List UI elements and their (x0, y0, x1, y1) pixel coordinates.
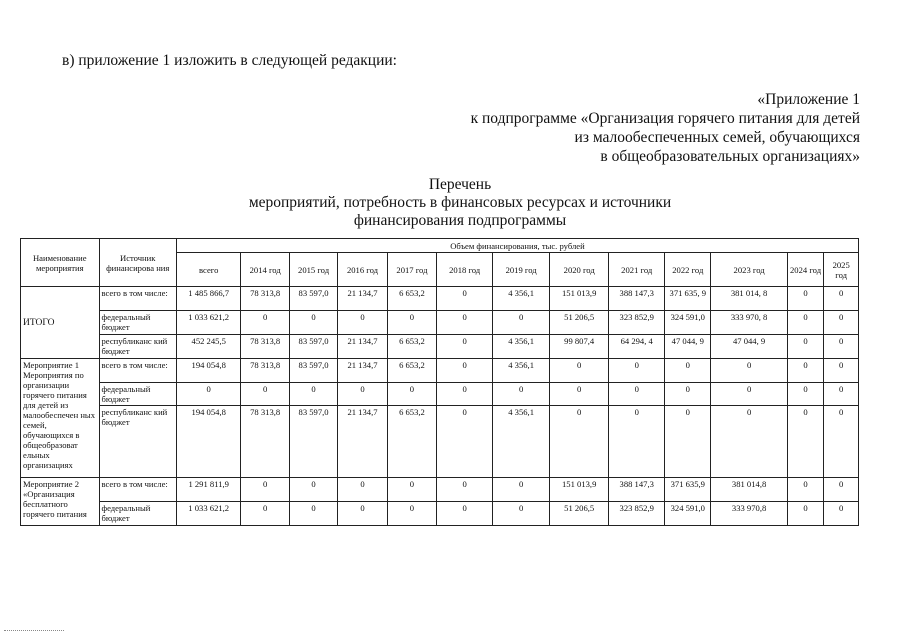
header-year: 2023 год (711, 253, 787, 287)
year-value-cell: 0 (437, 287, 493, 311)
year-value-cell: 0 (387, 502, 436, 526)
year-value-cell: 51 206,5 (550, 311, 609, 335)
year-value-cell: 4 356,1 (493, 287, 550, 311)
year-value-cell: 0 (493, 502, 550, 526)
year-value-cell: 0 (665, 406, 711, 478)
source-cell: всего в том числе: (99, 287, 176, 311)
total-value-cell: 1 291 811,9 (176, 478, 241, 502)
table-row (21, 383, 859, 406)
year-value-cell: 0 (338, 478, 387, 502)
year-value-cell: 0 (609, 383, 665, 406)
year-value-cell: 0 (437, 502, 493, 526)
header-volume: Объем финансирования, тыс. рублей (176, 239, 858, 253)
year-value-cell: 0 (711, 383, 787, 406)
year-value-cell: 4 356,1 (493, 406, 550, 478)
header-total: всего (176, 253, 241, 287)
year-value-cell: 0 (824, 311, 859, 335)
year-value-cell: 0 (711, 406, 787, 478)
table-row (21, 359, 859, 383)
header-year: 2024 год (787, 253, 824, 287)
year-value-cell: 0 (387, 478, 436, 502)
appendix-line: «Приложение 1 (757, 91, 860, 108)
year-value-cell: 381 014,8 (711, 478, 787, 502)
measure-name-cell: Мероприятие 2 «Организация бесплатного горячего питания (21, 478, 100, 526)
year-value-cell: 0 (437, 335, 493, 359)
year-value-cell: 0 (711, 359, 787, 383)
year-value-cell: 0 (437, 383, 493, 406)
year-value-cell: 51 206,5 (550, 502, 609, 526)
year-value-cell: 381 014, 8 (711, 287, 787, 311)
year-value-cell: 83 597,0 (289, 359, 337, 383)
year-value-cell: 0 (550, 359, 609, 383)
year-value-cell: 83 597,0 (289, 287, 337, 311)
year-value-cell: 0 (241, 311, 289, 335)
year-value-cell: 0 (437, 406, 493, 478)
year-value-cell: 4 356,1 (493, 335, 550, 359)
year-value-cell: 0 (665, 383, 711, 406)
header-year: 2021 год (609, 253, 665, 287)
year-value-cell: 333 970,8 (711, 502, 787, 526)
year-value-cell: 323 852,9 (609, 311, 665, 335)
total-value-cell: 1 485 866,7 (176, 287, 241, 311)
table-row (21, 406, 859, 478)
year-value-cell: 0 (665, 359, 711, 383)
total-value-cell: 1 033 621,2 (176, 502, 241, 526)
header-year: 2019 год (493, 253, 550, 287)
year-value-cell: 0 (787, 311, 824, 335)
table-row (21, 311, 859, 335)
total-value-cell: 1 033 621,2 (176, 311, 241, 335)
year-value-cell: 78 313,8 (241, 287, 289, 311)
year-value-cell: 47 044, 9 (711, 335, 787, 359)
source-cell: федеральный бюджет (99, 383, 176, 406)
year-value-cell: 0 (241, 478, 289, 502)
year-value-cell: 0 (787, 359, 824, 383)
measure-name-cell: Мероприятие 1 Мероприятия по организации горячего питания для детей из малообеспечен ных семей, обучающихся в общеобразоват ельных организациях (21, 359, 100, 478)
year-value-cell: 388 147,3 (609, 287, 665, 311)
table-row (21, 287, 859, 311)
year-value-cell: 0 (787, 287, 824, 311)
year-value-cell: 0 (289, 502, 337, 526)
title-line: мероприятий, потребность в финансовых ресурсах и источники (248, 194, 672, 211)
year-value-cell: 371 635, 9 (665, 287, 711, 311)
year-value-cell: 388 147,3 (609, 478, 665, 502)
year-value-cell: 0 (493, 383, 550, 406)
year-value-cell: 78 313,8 (241, 406, 289, 478)
year-value-cell: 6 653,2 (387, 287, 436, 311)
year-value-cell: 0 (338, 383, 387, 406)
header-year: 2016 год (338, 253, 387, 287)
year-value-cell: 0 (289, 478, 337, 502)
year-value-cell: 0 (437, 478, 493, 502)
year-value-cell: 21 134,7 (338, 359, 387, 383)
total-value-cell: 452 245,5 (176, 335, 241, 359)
header-source: Источник финансирова ния (99, 239, 176, 287)
year-value-cell: 0 (609, 359, 665, 383)
header-year: 2014 год (241, 253, 289, 287)
year-value-cell: 0 (289, 383, 337, 406)
year-value-cell: 151 013,9 (550, 478, 609, 502)
total-value-cell: 0 (176, 383, 241, 406)
header-name: Наименование мероприятия (21, 239, 100, 287)
year-value-cell: 21 134,7 (338, 335, 387, 359)
year-value-cell: 0 (824, 359, 859, 383)
header-year: 2018 год (437, 253, 493, 287)
year-value-cell: 21 134,7 (338, 287, 387, 311)
total-value-cell: 194 054,8 (176, 359, 241, 383)
year-value-cell: 0 (338, 502, 387, 526)
total-value-cell: 194 054,8 (176, 406, 241, 478)
year-value-cell: 21 134,7 (338, 406, 387, 478)
year-value-cell: 0 (241, 502, 289, 526)
year-value-cell: 78 313,8 (241, 335, 289, 359)
year-value-cell: 0 (437, 359, 493, 383)
header-year: 2020 год (550, 253, 609, 287)
year-value-cell: 333 970, 8 (711, 311, 787, 335)
year-value-cell: 0 (550, 383, 609, 406)
source-cell: республиканс кий бюджет (99, 406, 176, 478)
year-value-cell: 0 (824, 502, 859, 526)
header-year: 2025 год (824, 253, 859, 287)
year-value-cell: 0 (824, 335, 859, 359)
year-value-cell: 324 591,0 (665, 311, 711, 335)
intro-text: в) приложение 1 изложить в следующей редакции: (62, 52, 397, 69)
appendix-line: из малообеспеченных семей, обучающихся (574, 129, 860, 146)
year-value-cell: 0 (493, 478, 550, 502)
header-year: 2022 год (665, 253, 711, 287)
source-cell: федеральный бюджет (99, 502, 176, 526)
financing-table (20, 238, 859, 526)
year-value-cell: 0 (824, 383, 859, 406)
table-row (21, 335, 859, 359)
year-value-cell: 0 (787, 502, 824, 526)
measure-name-cell: ИТОГО (21, 287, 100, 359)
year-value-cell: 4 356,1 (493, 359, 550, 383)
header-year: 2015 год (289, 253, 337, 287)
year-value-cell: 0 (493, 311, 550, 335)
year-value-cell: 324 591,0 (665, 502, 711, 526)
year-value-cell: 0 (787, 478, 824, 502)
table-row (21, 502, 859, 526)
year-value-cell: 83 597,0 (289, 406, 337, 478)
year-value-cell: 6 653,2 (387, 359, 436, 383)
year-value-cell: 0 (241, 383, 289, 406)
year-value-cell: 64 294, 4 (609, 335, 665, 359)
scan-edge-mark (4, 630, 64, 637)
year-value-cell: 0 (824, 478, 859, 502)
appendix-line: к подпрограмме «Организация горячего питания для детей (470, 110, 860, 127)
year-value-cell: 371 635,9 (665, 478, 711, 502)
year-value-cell: 6 653,2 (387, 406, 436, 478)
year-value-cell: 0 (289, 311, 337, 335)
year-value-cell: 0 (437, 311, 493, 335)
year-value-cell: 0 (609, 406, 665, 478)
year-value-cell: 0 (787, 406, 824, 478)
document-title (200, 176, 720, 230)
year-value-cell: 0 (338, 311, 387, 335)
source-cell: всего в том числе: (99, 478, 176, 502)
year-value-cell: 99 807,4 (550, 335, 609, 359)
year-value-cell: 0 (824, 287, 859, 311)
source-cell: всего в том числе: (99, 359, 176, 383)
year-value-cell: 0 (387, 311, 436, 335)
year-value-cell: 0 (824, 406, 859, 478)
year-value-cell: 47 044, 9 (665, 335, 711, 359)
year-value-cell: 0 (787, 335, 824, 359)
appendix-line: в общеобразовательных организациях» (600, 148, 860, 165)
year-value-cell: 151 013,9 (550, 287, 609, 311)
appendix-heading (471, 90, 860, 166)
table-row (21, 478, 859, 502)
table-body (21, 287, 859, 526)
source-cell: федеральный бюджет (99, 311, 176, 335)
header-year: 2017 год (387, 253, 436, 287)
year-value-cell: 0 (787, 383, 824, 406)
year-value-cell: 6 653,2 (387, 335, 436, 359)
year-value-cell: 0 (550, 406, 609, 478)
year-value-cell: 323 852,9 (609, 502, 665, 526)
year-value-cell: 78 313,8 (241, 359, 289, 383)
year-value-cell: 83 597,0 (289, 335, 337, 359)
source-cell: республиканс кий бюджет (99, 335, 176, 359)
title-line: финансирования подпрограммы (353, 212, 567, 229)
title-line: Перечень (428, 176, 492, 193)
year-value-cell: 0 (387, 383, 436, 406)
